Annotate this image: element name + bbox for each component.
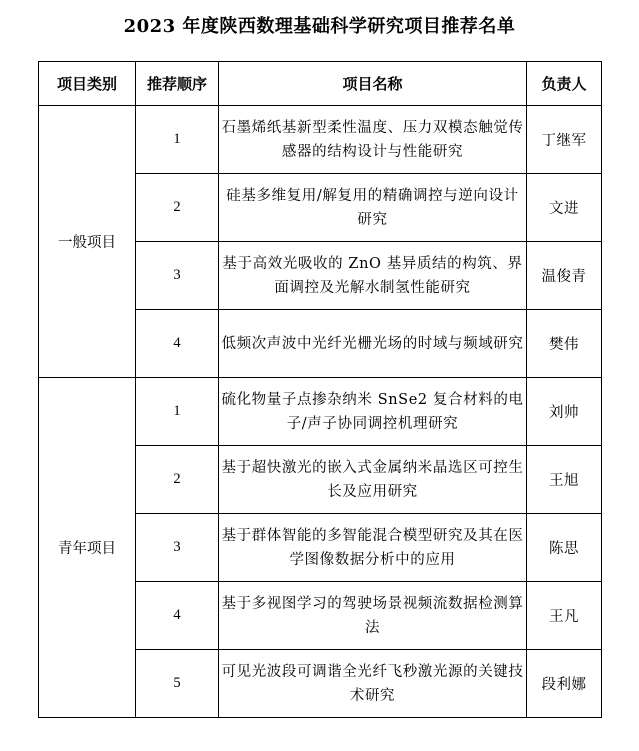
order-cell: 2 [136, 446, 219, 514]
leader-cell: 温俊青 [527, 242, 602, 310]
order-cell: 3 [136, 242, 219, 310]
table-row [39, 378, 602, 446]
order-cell: 2 [136, 174, 219, 242]
leader-cell: 段利娜 [527, 650, 602, 718]
header-row [39, 62, 602, 106]
project-name-cell: 硅基多维复用/解复用的精确调控与逆向设计研究 [219, 174, 527, 242]
order-cell: 1 [136, 378, 219, 446]
category-general: 一般项目 [39, 106, 136, 378]
project-name-cell: 低频次声波中光纤光栅光场的时域与频域研究 [219, 310, 527, 378]
leader-cell: 刘帅 [527, 378, 602, 446]
header-order: 推荐顺序 [136, 62, 219, 106]
recommendation-table [38, 61, 602, 718]
project-name-cell: 石墨烯纸基新型柔性温度、压力双模态触觉传感器的结构设计与性能研究 [219, 106, 527, 174]
leader-cell: 陈思 [527, 514, 602, 582]
project-name-cell: 可见光波段可调谐全光纤飞秒激光源的关键技术研究 [219, 650, 527, 718]
order-cell: 4 [136, 582, 219, 650]
table-row [39, 106, 602, 174]
project-name-cell: 基于多视图学习的驾驶场景视频流数据检测算法 [219, 582, 527, 650]
order-cell: 4 [136, 310, 219, 378]
project-name-cell: 基于群体智能的多智能混合模型研究及其在医学图像数据分析中的应用 [219, 514, 527, 582]
order-cell: 1 [136, 106, 219, 174]
project-name-cell: 基于超快激光的嵌入式金属纳米晶选区可控生长及应用研究 [219, 446, 527, 514]
header-category: 项目类别 [39, 62, 136, 106]
leader-cell: 樊伟 [527, 310, 602, 378]
order-cell: 3 [136, 514, 219, 582]
category-youth: 青年项目 [39, 378, 136, 718]
leader-cell: 王旭 [527, 446, 602, 514]
leader-cell: 王凡 [527, 582, 602, 650]
leader-cell: 文进 [527, 174, 602, 242]
order-cell: 5 [136, 650, 219, 718]
header-leader: 负责人 [527, 62, 602, 106]
leader-cell: 丁继军 [527, 106, 602, 174]
document-title: 2023 年度陕西数理基础科学研究项目推荐名单 [123, 16, 516, 37]
project-name-cell: 基于高效光吸收的 ZnO 基异质结的构筑、界面调控及光解水制氢性能研究 [219, 242, 527, 310]
project-name-cell: 硫化物量子点掺杂纳米 SnSe2 复合材料的电子/声子协同调控机理研究 [219, 378, 527, 446]
header-project-name: 项目名称 [219, 62, 527, 106]
